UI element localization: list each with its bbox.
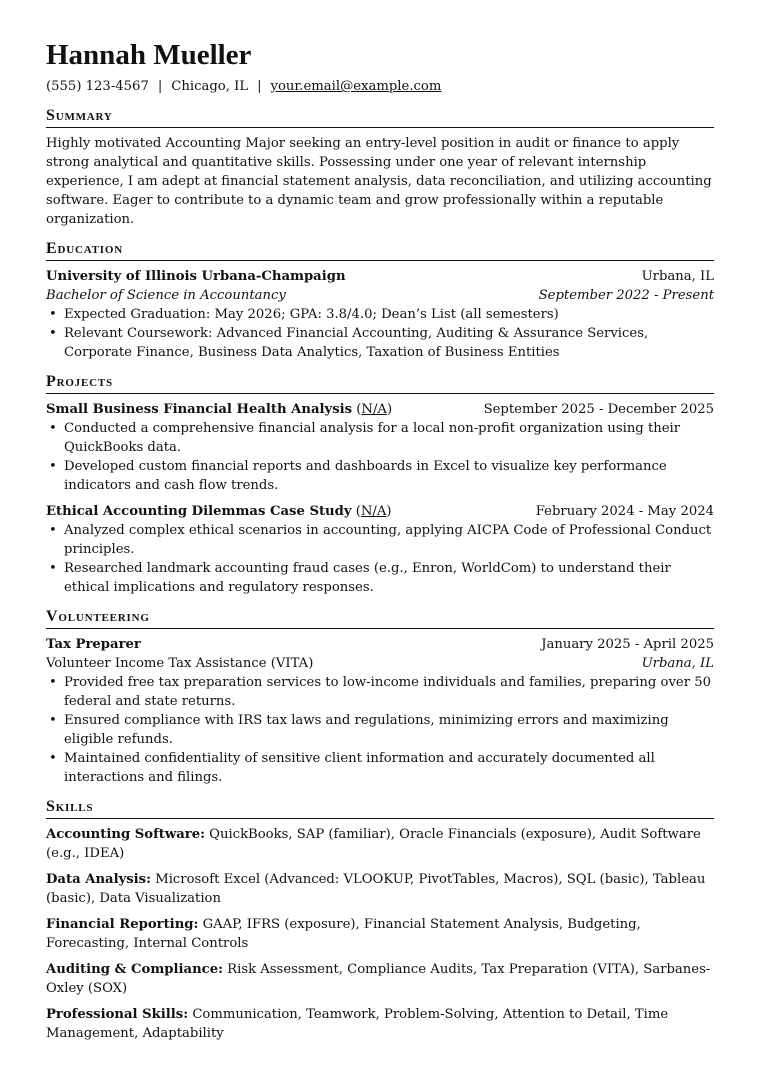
list-item: • Ensured compliance with IRS tax laws and regulations, minimizing errors and maximizing eligible refunds. [46,711,714,749]
contact-line [46,78,714,96]
project-entry [46,502,714,597]
skill-line [46,960,714,998]
list-item: • Relevant Coursework: Advanced Financial Accounting, Auditing & Assurance Services, Corporate Finance, Business Data Analytics, Taxation of Business Entities [46,324,714,362]
candidate-name: Hannah Mueller [46,39,252,71]
skill-label: Data Analysis: [46,872,151,887]
education-bullets [46,305,714,362]
skill-label: Financial Reporting: [46,917,199,932]
skill-line [46,1005,714,1043]
list-item: • Maintained confidentiality of sensitive client information and accurately documented all interactions and filings. [46,749,714,787]
location: Chicago, IL [171,79,249,94]
list-item: • Analyzed complex ethical scenarios in accounting, applying AICPA Code of Professional Conduct principles. [46,521,714,559]
project-title: Small Business Financial Health Analysis (N/A) [46,402,393,417]
degree: Bachelor of Science in Accountancy [46,288,286,303]
skill-line [46,870,714,908]
summary-section [46,106,714,229]
skills-section [46,797,714,1043]
section-title-education: Education [46,239,714,261]
education-row-1 [46,267,714,286]
skill-text: Risk Assessment, Compliance Audits, Tax Preparation (VITA), Sarbanes-Oxley (SOX) [46,962,711,996]
project-link[interactable]: N/A [360,504,387,519]
summary-text: Highly motivated Accounting Major seeking an entry-level position in audit or finance to apply strong analytical and quantitative skills. Possessing under one year of relevant internship experience, I am adept at financial statement analysis, data reconciliation, and utilizing accounting software. Eager to contribute to a dynamic team and grow professionally within a reputable organization. [46,136,712,227]
list-item: • Expected Graduation: May 2026; GPA: 3.8/4.0; Dean’s List (all semesters) [46,305,714,324]
list-item: • Conducted a comprehensive financial analysis for a local non-profit organization using their QuickBooks data. [46,419,714,457]
volunteer-bullets [46,673,714,787]
volunteer-row-2 [46,654,714,673]
skill-text: GAAP, IFRS (exposure), Financial Statement Analysis, Budgeting, Forecasting, Internal Controls [46,917,641,951]
email-link[interactable]: your.email@example.com [270,79,442,94]
volunteering-section [46,607,714,787]
list-item: • Provided free tax preparation services to low-income individuals and families, preparing over 50 federal and state returns. [46,673,714,711]
volunteer-role: Tax Preparer [46,637,141,652]
project-link[interactable]: N/A [361,402,387,417]
skill-label: Accounting Software: [46,827,205,842]
project-bullets [46,521,714,597]
projects-section [46,372,714,597]
skill-line [46,825,714,863]
section-title-projects: Projects [46,372,714,394]
section-title-skills: Skills [46,797,714,819]
project-entry [46,400,714,495]
separator: | [157,79,163,94]
skill-text: Communication, Teamwork, Problem-Solving, Attention to Detail, Time Management, Adaptability [46,1007,669,1041]
section-title-summary: Summary [46,106,714,128]
phone: (555) 123-4567 [46,79,149,94]
project-dates: February 2024 - May 2024 [535,504,714,519]
volunteer-dates: January 2025 - April 2025 [541,637,714,652]
skill-label: Professional Skills: [46,1007,189,1022]
project-header [46,400,714,419]
project-dates: September 2025 - December 2025 [483,402,714,417]
project-header [46,502,714,521]
separator: | [257,79,262,94]
education-section [46,239,714,362]
education-dates: September 2022 - Present [538,288,714,303]
volunteer-row-1 [46,635,714,654]
list-item: • Developed custom financial reports and dashboards in Excel to visualize key performance indicators and cash flow trends. [46,457,714,495]
skill-text: QuickBooks, SAP (familiar), Oracle Financials (exposure), Audit Software (e.g., IDEA) [46,827,701,861]
project-bullets [46,419,714,495]
school-name: University of Illinois Urbana-Champaign [46,269,346,284]
skill-label: Auditing & Compliance: [46,962,223,977]
volunteer-org: Volunteer Income Tax Assistance (VITA) [46,656,314,671]
volunteer-location: Urbana, IL [641,656,714,671]
project-title: Ethical Accounting Dilemmas Case Study (N/A) [46,504,392,519]
skill-line [46,915,714,953]
skill-text: Microsoft Excel (Advanced: VLOOKUP, PivotTables, Macros), SQL (basic), Tableau (basic), Data Visualization [46,872,706,906]
project-name: Ethical Accounting Dilemmas Case Study [46,504,352,519]
project-name: Small Business Financial Health Analysis [46,402,353,417]
school-location: Urbana, IL [641,269,714,284]
list-item: • Researched landmark accounting fraud cases (e.g., Enron, WorldCom) to understand their ethical implications and regulatory responses. [46,559,714,597]
education-row-2 [46,286,714,305]
section-title-volunteering: Volunteering [46,607,714,629]
